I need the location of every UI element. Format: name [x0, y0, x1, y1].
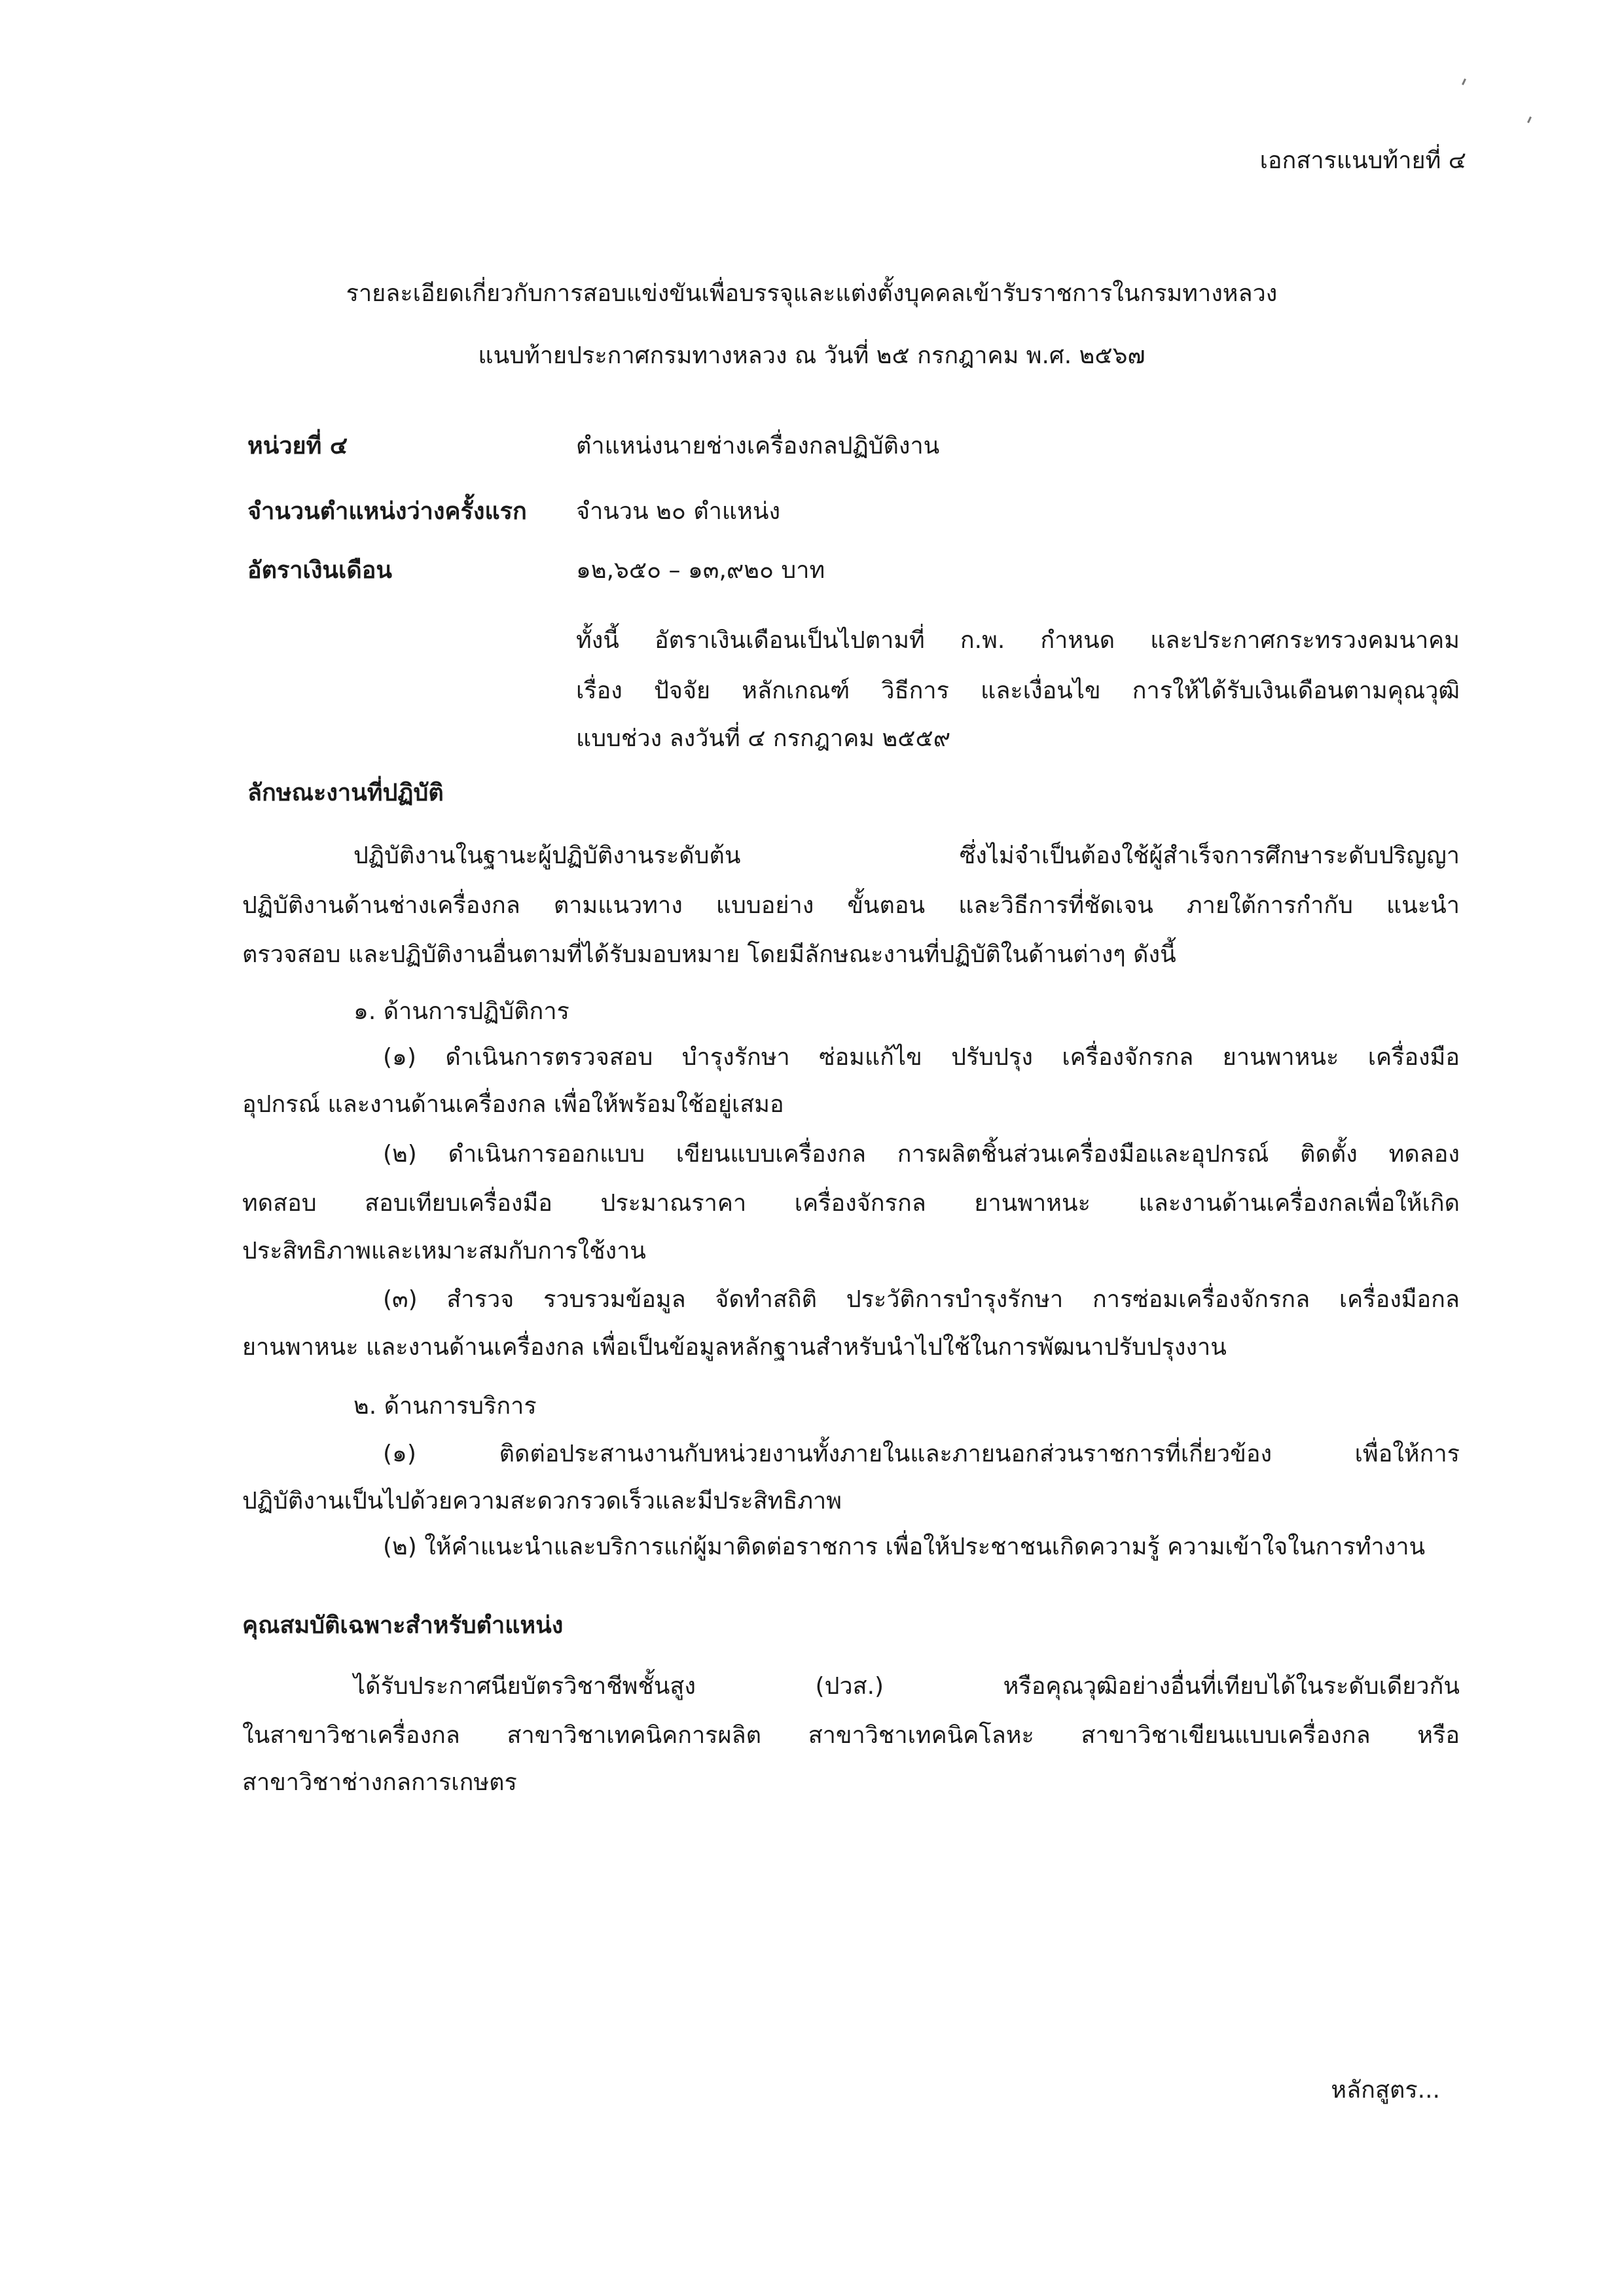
- duties-intro-line: ปฏิบัติงานด้านช่างเครื่องกล ตามแนวทาง แบบอย่าง ขั้นตอน และวิธีการที่ชัดเจน ภายใต้การกำกับ แนะนำ: [242, 892, 1460, 919]
- section-2-heading: ๒. ด้านการบริการ: [353, 1393, 537, 1420]
- duties-heading: ลักษณะงานที่ปฏิบัติ: [247, 780, 444, 806]
- salary-note-line: เรื่อง ปัจจัย หลักเกณฑ์ วิธีการ และเงื่อนไข การให้ได้รับเงินเดือนตามคุณวุฒิ: [576, 677, 1460, 704]
- attachment-label: เอกสารแนบท้ายที่ ๔: [1259, 147, 1466, 174]
- section-1-item-2-line: ประสิทธิภาพและเหมาะสมกับการใช้งาน: [242, 1238, 646, 1265]
- vacancy-label: จำนวนตำแหน่งว่างครั้งแรก: [247, 498, 527, 525]
- section-2-item-2-line: (๒) ให้คำแนะนำและบริการแก่ผู้มาติดต่อราชการ เพื่อให้ประชาชนเกิดความรู้ ความเข้าใจในการทำงาน: [383, 1534, 1426, 1560]
- salary-label: อัตราเงินเดือน: [247, 557, 392, 584]
- vacancy-value: จำนวน ๒๐ ตำแหน่ง: [576, 498, 781, 525]
- continued-footer: หลักสูตร...: [1331, 2077, 1440, 2104]
- section-1-item-3-line: (๓) สำรวจ รวบรวมข้อมูล จัดทำสถิติ ประวัติการบำรุงรักษา การซ่อมเครื่องจักรกล เครื่องมือกล: [383, 1286, 1460, 1313]
- section-1-item-1-line: (๑) ดำเนินการตรวจสอบ บำรุงรักษา ซ่อมแก้ไข ปรับปรุง เครื่องจักรกล ยานพาหนะ เครื่องมือ: [383, 1044, 1460, 1071]
- document-title-line-1: รายละเอียดเกี่ยวกับการสอบแข่งขันเพื่อบรรจุและแต่งตั้งบุคคลเข้ารับราชการในกรมทางหลวง: [346, 280, 1278, 307]
- document-title-line-2: แนบท้ายประกาศกรมทางหลวง ณ วันที่ ๒๕ กรกฎาคม พ.ศ. ๒๕๖๗: [478, 342, 1146, 369]
- unit-value: ตำแหน่งนายช่างเครื่องกลปฏิบัติงาน: [576, 433, 940, 459]
- section-1-item-1-line: อุปกรณ์ และงานด้านเครื่องกล เพื่อให้พร้อมใช้อยู่เสมอ: [242, 1091, 784, 1118]
- scan-speck: [1527, 117, 1532, 123]
- section-2-item-1-line: (๑) ติดต่อประสานงานกับหน่วยงานทั้งภายในและภายนอกส่วนราชการที่เกี่ยวข้อง เพื่อให้การ: [383, 1441, 1460, 1467]
- qualifications-heading: คุณสมบัติเฉพาะสำหรับตำแหน่ง: [242, 1612, 564, 1639]
- scan-speck: [1462, 79, 1466, 85]
- qualifications-line: สาขาวิชาช่างกลการเกษตร: [242, 1769, 517, 1796]
- section-1-item-2-line: (๒) ดำเนินการออกแบบ เขียนแบบเครื่องกล การผลิตชิ้นส่วนเครื่องมือและอุปกรณ์ ติดตั้ง ทดลอง: [383, 1141, 1460, 1168]
- salary-value: ๑๒,๖๕๐ – ๑๓,๙๒๐ บาท: [576, 557, 825, 584]
- section-2-item-1-line: ปฏิบัติงานเป็นไปด้วยความสะดวกรวดเร็วและมีประสิทธิภาพ: [242, 1488, 842, 1515]
- qualifications-line: ในสาขาวิชาเครื่องกล สาขาวิชาเทคนิคการผลิต สาขาวิชาเทคนิคโลหะ สาขาวิชาเขียนแบบเครื่องกล หรือ: [242, 1722, 1460, 1749]
- duties-intro-line: ปฏิบัติงานในฐานะผู้ปฏิบัติงานระดับต้น ซึ่งไม่จำเป็นต้องใช้ผู้สำเร็จการศึกษาระดับปริญญา: [353, 842, 1460, 869]
- unit-label: หน่วยที่ ๔: [247, 433, 348, 459]
- duties-intro-line: ตรวจสอบ และปฏิบัติงานอื่นตามที่ได้รับมอบหมาย โดยมีลักษณะงานที่ปฏิบัติในด้านต่างๆ ดังนี้: [242, 941, 1176, 968]
- section-1-heading: ๑. ด้านการปฏิบัติการ: [353, 998, 569, 1025]
- section-1-item-3-line: ยานพาหนะ และงานด้านเครื่องกล เพื่อเป็นข้อมูลหลักฐานสำหรับนำไปใช้ในการพัฒนาปรับปรุงงาน: [242, 1334, 1227, 1361]
- salary-note-line: แบบช่วง ลงวันที่ ๔ กรกฎาคม ๒๕๕๙: [576, 725, 951, 752]
- qualifications-line: ได้รับประกาศนียบัตรวิชาชีพชั้นสูง (ปวส.) หรือคุณวุฒิอย่างอื่นที่เทียบได้ในระดับเดียวกัน: [353, 1673, 1460, 1700]
- section-1-item-2-line: ทดสอบ สอบเทียบเครื่องมือ ประมาณราคา เครื่องจักรกล ยานพาหนะ และงานด้านเครื่องกลเพื่อให้เกิด: [242, 1190, 1460, 1217]
- salary-note-line: ทั้งนี้ อัตราเงินเดือนเป็นไปตามที่ ก.พ. กำหนด และประกาศกระทรวงคมนาคม: [576, 627, 1460, 654]
